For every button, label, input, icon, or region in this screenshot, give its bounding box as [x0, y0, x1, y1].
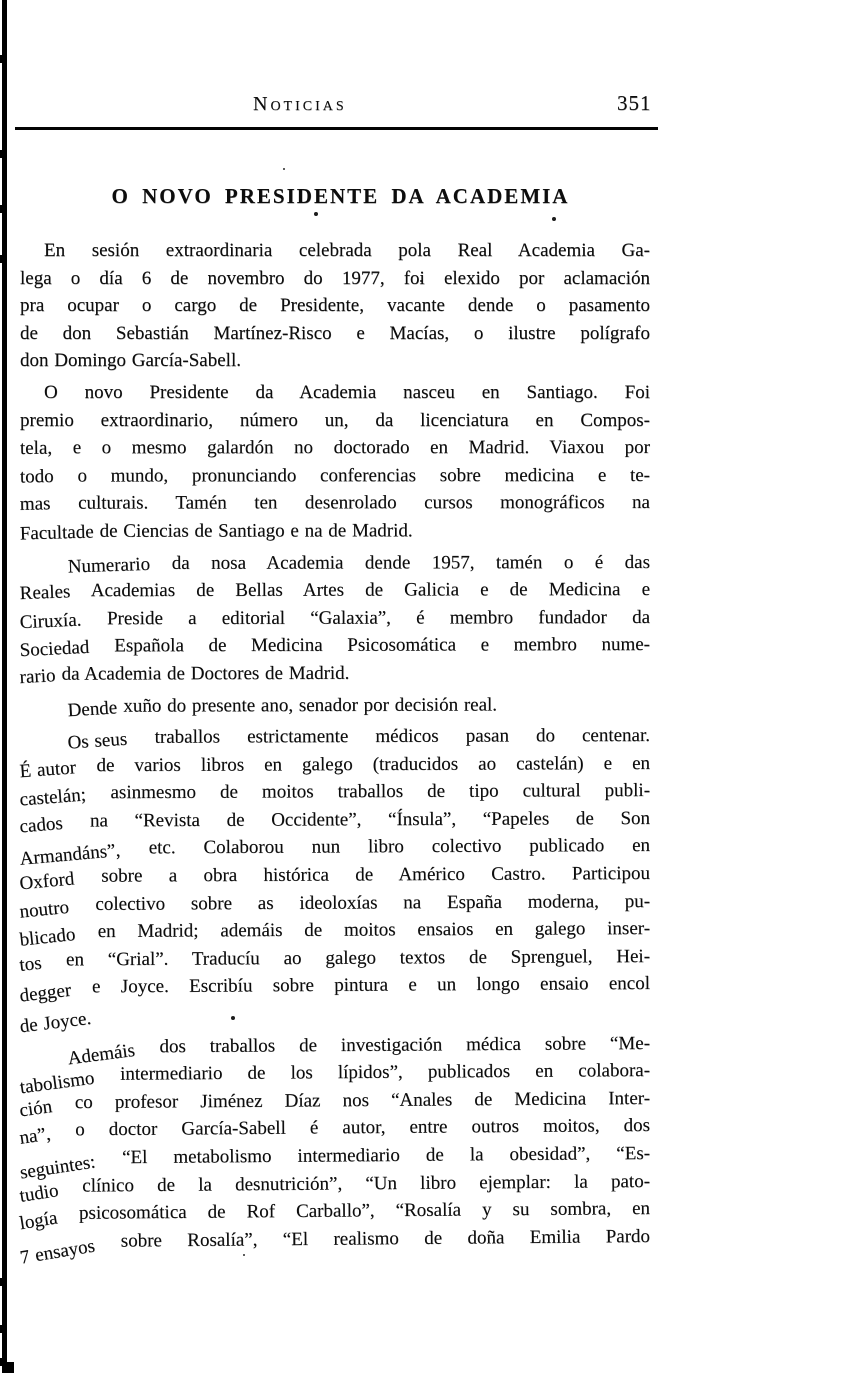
text-line: ción co profesor Jiménez Díaz nos “Anales de Medicina Inter-	[20, 1085, 650, 1117]
header-rule	[15, 127, 658, 130]
text-line	[18, 998, 650, 1038]
curled-leading-word: tabolismo	[18, 1067, 96, 1099]
text-line: don Domingo García-Sabell.	[20, 350, 241, 372]
curled-leading-word: tela,	[19, 437, 53, 460]
paragraph	[18, 1030, 651, 1269]
text-line: todo o mundo, pronunciando conferencias sobre medicina e te-	[20, 462, 650, 490]
text-line: Armandáns”, etc. Colaborou nun libro colectivo publicado en	[20, 832, 650, 863]
curled-leading-word: todo	[19, 465, 54, 488]
text-line: Sociedad Española de Medicina Psicosomática e membro nume-	[20, 631, 650, 660]
text-line: blicado en Madrid; ademáis de moitos ensaios en galego inser-	[20, 915, 650, 946]
curled-leading-word: Armandáns”,	[18, 840, 122, 871]
curled-leading-word: Dende	[66, 696, 118, 721]
text-line: na”, o doctor García-Sabell é autor, entre outros moitos, dos	[20, 1112, 650, 1144]
curled-leading-word: noutro	[18, 896, 70, 923]
text-line: noutro colectivo sobre as ideoloxías na España moderna, pu-	[20, 888, 650, 919]
text-line: O novo Presidente da Academia nasceu en Santiago. Foi	[44, 381, 650, 403]
curled-leading-word: Facultade	[19, 521, 94, 545]
page-number: 351	[617, 91, 652, 115]
running-header-section: Noticias	[253, 93, 347, 115]
paragraph	[20, 237, 650, 375]
scan-corner-mark	[3, 1362, 14, 1373]
text-line: lega o día 6 de novembro do 1977, foi elexido por aclamación	[20, 267, 650, 289]
curled-leading-word: cados	[18, 812, 64, 838]
text-line: premio extraordinario, número un, da licenciatura en Compos-	[20, 409, 650, 431]
text-line: Numerario da nosa Academia dende 1957, tamén o é das	[20, 549, 650, 578]
curled-leading-word: ción	[18, 1095, 54, 1122]
curled-leading-word: É autor	[18, 756, 77, 782]
text-line: castelán; asinmesmo de moitos traballos de tipo cultural publi-	[20, 777, 650, 807]
curled-leading-word: mas	[19, 493, 51, 516]
text-line: logía psicosomática de Rof Carballo”, “Rosalía y su sombra, en	[20, 1195, 650, 1228]
text-line: Ciruxía. Preside a editorial “Galaxia”, é membro fundador da	[20, 604, 650, 633]
text-line: Reales Academias de Bellas Artes de Galicia e de Medicina e	[20, 576, 650, 605]
text-line: mas culturais. Tamén ten desenrolado cursos monográficos na	[20, 489, 650, 517]
curled-leading-word: castelán;	[18, 784, 87, 811]
text-line: rario da Academia de Doctores de Madrid.	[20, 659, 650, 688]
text-line: de don Sebastián Martínez-Risco e Macías, o ilustre polígrafo	[20, 322, 650, 344]
curled-leading-word: Reales	[19, 581, 71, 605]
text-line: 7 ensayos sobre Rosalía”, “El realismo de doña Emilia Pardo	[20, 1223, 650, 1256]
text-line: tos en “Grial”. Traducíu ao galego textos de Sprenguel, Hei-	[20, 943, 650, 974]
text-line: Oxford sobre a obra histórica de Américo Castro. Participou	[20, 860, 650, 891]
curled-leading-word: Ademáis	[66, 1039, 137, 1069]
curled-leading-word: na”,	[18, 1123, 52, 1150]
text-line: tabolismo intermediario de los lípidos”, publicados en colabora-	[20, 1057, 650, 1089]
text-line: É autor de varios libros en galego (traducidos ao castelán) e en	[20, 750, 650, 780]
curled-leading-word: Sociedad	[19, 637, 90, 662]
curled-leading-word: blicado	[18, 924, 77, 951]
curled-leading-word: de Joyce.	[18, 1007, 93, 1038]
curled-leading-word: rario	[19, 665, 57, 689]
article-title: O NOVO PRESIDENTE DA ACADEMIA	[111, 184, 570, 208]
text-line: degger e Joyce. Escribíu sobre pintura e un longo ensaio encol	[20, 970, 650, 1001]
paragraph	[18, 722, 651, 1038]
text-line: Facultade de Ciencias de Santiago e na de Madrid.	[20, 517, 650, 545]
curled-leading-word: Os seus	[66, 728, 128, 754]
article-body	[18, 237, 651, 1269]
paragraph	[20, 379, 650, 545]
curled-leading-word: Oxford	[18, 868, 76, 895]
text-line: tudio clínico de la desnutrición”, “Un libro ejemplar: la pato-	[20, 1168, 650, 1201]
scan-gutter-edge	[2, 0, 7, 1373]
text-line: seguintes: “El metabolismo intermediario de la obesidad”, “Es-	[20, 1140, 650, 1173]
curled-leading-word: logía	[18, 1207, 59, 1235]
text-line: Os seus traballos estrictamente médicos pasan do centenar.	[20, 722, 650, 752]
text-line: En sesión extraordinaria celebrada pola Real Academia Ga-	[44, 240, 650, 261]
curled-leading-word: tos	[18, 952, 43, 976]
scan-speck-field	[0, 0, 2, 2]
paragraph	[20, 691, 650, 719]
curled-leading-word: seguintes:	[18, 1151, 97, 1184]
curled-leading-word: degger	[18, 980, 73, 1007]
text-line: Ademáis dos traballos de investigación médica sobre “Me-	[20, 1030, 650, 1062]
curled-leading-word: 7 ensayos	[18, 1235, 97, 1269]
curled-leading-word: Numerario	[67, 553, 151, 578]
curled-leading-word: tudio	[18, 1179, 60, 1207]
text-line: Dende xuño do presente ano, senador por decisión real.	[20, 691, 650, 721]
text-line: cados na “Revista de Occidente”, “Ínsula”, “Papeles de Son	[20, 805, 650, 835]
paragraph	[20, 549, 650, 687]
curled-leading-word: Ciruxía.	[19, 609, 82, 633]
scan-edge-ticks	[0, 55, 2, 63]
text-line: tela, e o mesmo galardón no doctorado en Madrid. Viaxou por	[20, 434, 650, 462]
text-line: pra ocupar o cargo de Presidente, vacante dende o pasamento	[20, 295, 650, 317]
